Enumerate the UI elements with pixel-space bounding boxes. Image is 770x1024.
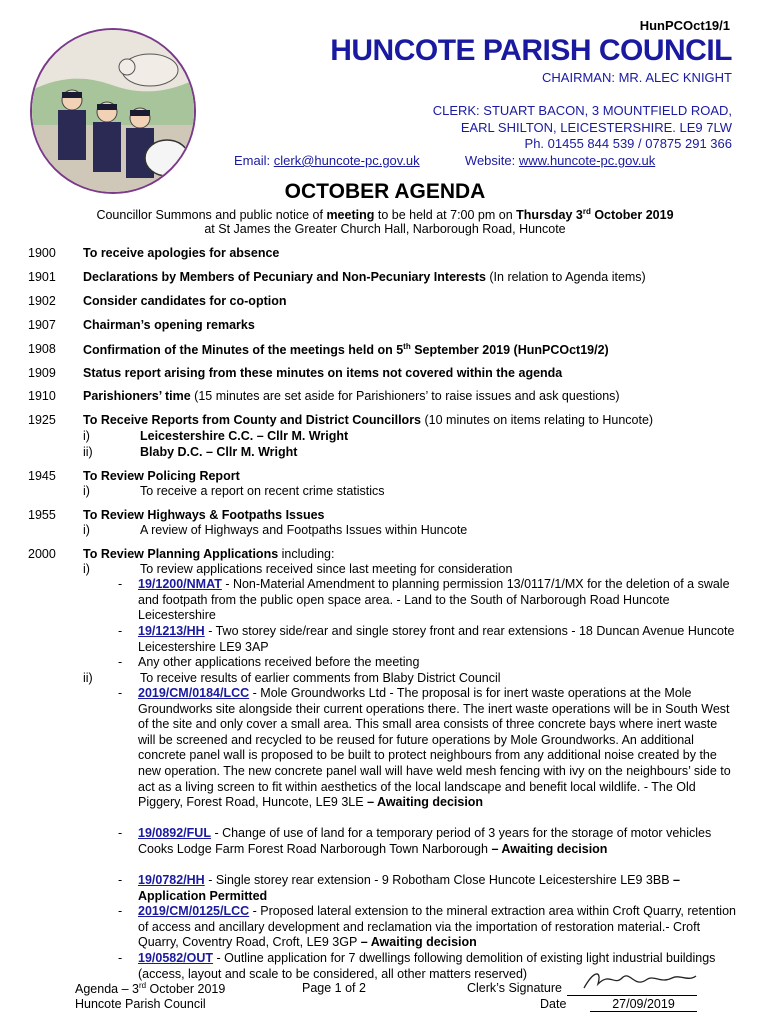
application-status: – Awaiting decision — [363, 795, 484, 810]
application-link[interactable]: 19/1200/NMAT — [138, 577, 222, 591]
sub-item-text: Leicestershire C.C. – Cllr M. Wright — [140, 429, 349, 443]
item-sup: th — [403, 342, 411, 351]
item-number: 2000 — [28, 547, 56, 561]
planning-application — [138, 904, 738, 951]
item-title-wrap — [83, 413, 653, 427]
item-number: 1945 — [28, 469, 56, 483]
planning-application — [138, 826, 738, 857]
application-text: - Single storey rear extension - 9 Robotham Close Huncote Leicestershire LE9 3BB — [204, 873, 670, 887]
bullet-dash: - — [118, 951, 123, 965]
date-label: Date — [540, 997, 567, 1011]
application-status: – Awaiting decision — [487, 841, 608, 856]
meeting-notice — [0, 207, 770, 222]
bullet-dash: - — [118, 624, 123, 638]
footer-month: October 2019 — [146, 982, 226, 997]
item-number: 1925 — [28, 413, 56, 427]
parish-logo — [30, 28, 196, 194]
item-title: To Receive Reports from County and District Councillors — [83, 413, 422, 427]
footer-agenda: Agenda – 3 — [75, 982, 139, 997]
planning-application — [138, 624, 738, 655]
application-link[interactable]: 19/0582/OUT — [138, 951, 214, 965]
item-title-wrap — [83, 389, 620, 403]
sub-item-roman: i) — [83, 523, 90, 537]
bullet-dash: - — [118, 904, 123, 918]
sub-item-roman: i) — [83, 562, 90, 576]
planning-application — [138, 686, 738, 811]
item-title: Declarations by Members of Pecuniary and Non-Pecuniary Interests — [83, 270, 486, 284]
item-number: 1908 — [28, 342, 56, 356]
application-link[interactable]: 19/0782/HH — [138, 873, 205, 887]
chairman-line: CHAIRMAN: MR. ALEC KNIGHT — [542, 70, 732, 85]
item-number: 1907 — [28, 318, 56, 332]
bullet-dash: - — [118, 577, 123, 591]
band-and-pig-icon — [32, 30, 194, 192]
notice-time: to be held at 7:00 pm on — [374, 208, 517, 223]
bullet-dash: - — [118, 655, 123, 669]
item-number: 1909 — [28, 366, 56, 380]
notice-date: October 2019 — [590, 208, 674, 223]
council-name: HUNCOTE PARISH COUNCIL — [330, 34, 732, 67]
item-number: 1901 — [28, 270, 56, 284]
application-link[interactable]: 2019/CM/0125/LCC — [138, 904, 250, 918]
item-title-rest: September 2019 (HunPCOct19/2) — [410, 343, 609, 358]
application-status: – Application Permitted — [138, 873, 680, 903]
item-note: (15 minutes are set aside for Parishioners’ to raise issues and ask questions) — [190, 389, 620, 403]
footer-agenda-date — [75, 981, 225, 996]
application-link[interactable]: 19/1213/HH — [138, 624, 205, 638]
item-number: 1902 — [28, 294, 56, 308]
item-title: Parishioners’ time — [83, 389, 191, 403]
signature-label: Clerk’s Signature — [467, 981, 562, 995]
notice-day: Thursday 3 — [516, 208, 583, 223]
application-text: - Outline application for 7 dwellings following demolition of existing light industrial buildings (access, layout and scale to be considered, all other matters reserved) — [138, 951, 716, 981]
clerk-line-1: CLERK: STUART BACON, 3 MOUNTFIELD ROAD, — [432, 103, 732, 118]
item-title-wrap — [83, 547, 334, 561]
phone-line: Ph. 01455 844 539 / 07875 291 366 — [524, 136, 732, 151]
planning-application — [138, 577, 738, 624]
signature-scribble-icon — [580, 966, 700, 996]
application-text: - Change of use of land for a temporary period of 3 years for the storage of motor vehicles Cooks Lodge Farm Forest Road Narborough Town Narborough — [138, 826, 712, 856]
bullet-dash: - — [118, 873, 123, 887]
item-note: including: — [278, 547, 335, 561]
meeting-venue: at St James the Greater Church Hall, Narborough Road, Huncote — [204, 222, 566, 236]
item-title: Chairman’s opening remarks — [83, 318, 255, 332]
item-title-wrap — [83, 342, 609, 357]
item-title: Consider candidates for co-option — [83, 294, 287, 308]
item-note: (In relation to Agenda items) — [485, 270, 646, 284]
sub-item-text: A review of Highways and Footpaths Issues within Huncote — [140, 523, 468, 537]
bullet-dash: - — [118, 686, 123, 700]
planning-application: Any other applications received before the meeting — [138, 655, 420, 669]
item-title: To Review Planning Applications — [83, 547, 279, 561]
item-title-wrap — [83, 270, 646, 284]
item-number: 1910 — [28, 389, 56, 403]
email-link[interactable]: clerk@huncote-pc.gov.uk — [273, 153, 420, 168]
planning-application — [138, 873, 738, 904]
footer-sup: rd — [138, 981, 147, 990]
bullet-dash: - — [118, 826, 123, 840]
sub-item-text: To review applications received since last meeting for consideration — [140, 562, 513, 576]
application-text: - Two storey side/rear and single storey front and rear extensions - 18 Duncan Avenue Huncote Leicestershire LE9 3AP — [138, 624, 735, 654]
application-status: – Awaiting decision — [357, 935, 477, 950]
website-link[interactable]: www.huncote-pc.gov.uk — [518, 153, 656, 168]
notice-sup: rd — [582, 207, 591, 216]
page-number: Page 1 of 2 — [302, 981, 366, 995]
contact-line — [234, 153, 655, 168]
application-text: - Non-Material Amendment to planning permission 13/0117/1/MX for the deletion of a swale and footpath from the public open space area. - Land to the South of Narborough Road Huncote Leicestershire — [138, 577, 730, 623]
application-link[interactable]: 19/0892/FUL — [138, 826, 211, 840]
application-text: - Mole Groundworks Ltd - The proposal is for inert waste operations at the Mole Groundworks site alongside their current operations there. The inert waste operations will be in South West of the site and only cover a small area. This small area consists of three concrete bays where inert waste will be screened and recycled to be reused for future operations by Mole Groundworks. An additional concrete panel wall is proposed to be built to protect neighbours from any additional noise created by the new operation. The new concrete panel wall will have weld mesh fencing with ivy on the neighbours’ side to act as a living screen to fit within aesthetics of the local landscape and benefit local wildlife. - The Old Piggery, Forest Road, Huncote, LE9 3LE — [138, 686, 731, 810]
item-note: (10 minutes on items relating to Huncote) — [421, 413, 654, 427]
item-number: 1955 — [28, 508, 56, 522]
item-number: 1900 — [28, 246, 56, 260]
sub-item-text: To receive a report on recent crime statistics — [140, 484, 385, 498]
sub-item-roman: i) — [83, 484, 90, 498]
item-title: Confirmation of the Minutes of the meetings held on 5 — [83, 343, 404, 358]
agenda-title: OCTOBER AGENDA — [284, 180, 486, 203]
sub-item-roman: ii) — [83, 671, 93, 685]
sub-item-text: To receive results of earlier comments from Blaby District Council — [140, 671, 501, 685]
item-title: Status report arising from these minutes on items not covered within the agenda — [83, 366, 563, 380]
clerk-line-2: EARL SHILTON, LEICESTERSHIRE. LE9 7LW — [460, 120, 732, 135]
application-text: - Proposed lateral extension to the mineral extraction area within Croft Quarry, retention of access and ancillary development and reclamation via the importation of restoration material.- Croft Quarry, Coventry Road, Croft, LE9 3GP — [138, 904, 736, 950]
sub-item-roman: i) — [83, 429, 90, 443]
item-title: To receive apologies for absence — [83, 246, 280, 260]
sub-item-roman: ii) — [83, 445, 93, 459]
email-label: Email: — [234, 153, 271, 168]
date-value: 27/09/2019 — [590, 997, 697, 1012]
footer-council: Huncote Parish Council — [75, 997, 206, 1011]
notice-meeting: meeting — [326, 208, 375, 223]
website-label: Website: — [464, 153, 516, 168]
document-ref: HunPCOct19/1 — [639, 18, 730, 33]
item-title: To Review Highways & Footpaths Issues — [83, 508, 325, 522]
application-link[interactable]: 2019/CM/0184/LCC — [138, 686, 250, 700]
sub-item-text: Blaby D.C. – Cllr M. Wright — [140, 445, 298, 459]
item-title: To Review Policing Report — [83, 469, 240, 483]
notice-text: Councillor Summons and public notice of — [96, 208, 327, 223]
